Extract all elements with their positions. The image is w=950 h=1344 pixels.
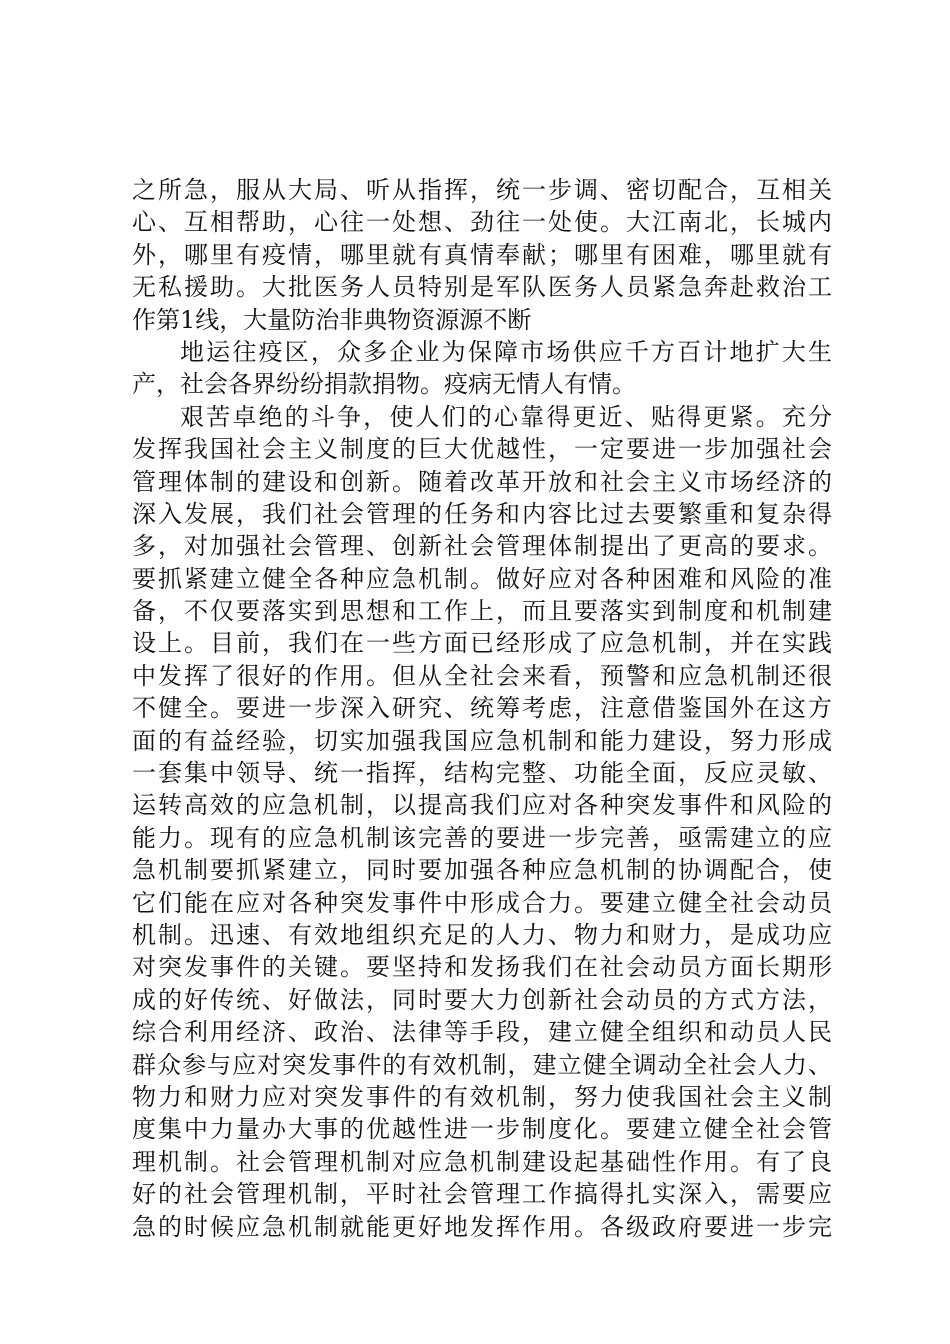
text-line: 度集中力量办大事的优越性进一步制度化。要建立健全社会管	[132, 1115, 832, 1144]
text-line: 备，不仅要落实到思想和工作上，而且要落实到制度和机制建	[132, 597, 832, 626]
text-line: 外，哪里有疫情，哪里就有真情奉献；哪里有困难，哪里就有	[132, 240, 832, 269]
document-body	[132, 174, 832, 1243]
text-line: 对突发事件的关键。要坚持和发扬我们在社会动员方面长期形	[132, 953, 832, 982]
text-line: 理机制。社会管理机制对应急机制建设起基础性作用。有了良	[132, 1147, 832, 1176]
text-line: 要抓紧建立健全各种应急机制。做好应对各种困难和风险的准	[132, 564, 832, 593]
text-line: 之所急，服从大局、听从指挥，统一步调、密切配合，互相关	[132, 176, 832, 204]
text-line: 不健全。要进一步深入研究、统筹考虑，注意借鉴国外在这方	[132, 694, 832, 723]
text-line: 心、互相帮助，心往一处想、劲往一处使。大江南北，长城内	[132, 208, 832, 237]
text-line: 能力。现有的应急机制该完善的要进一步完善，亟需建立的应	[132, 823, 832, 852]
text-line: 设上。目前，我们在一些方面已经形成了应急机制，并在实践	[132, 629, 832, 658]
paragraph-p1	[132, 174, 832, 336]
text-line: 多，对加强社会管理、创新社会管理体制提出了更高的要求。	[132, 532, 832, 561]
paragraph-p3	[132, 401, 832, 1243]
text-line: 产，社会各界纷纷捐款捐物。疫病无情人有情。	[132, 370, 636, 399]
text-line: 作第1线，大量防治非典物资源源不断	[132, 305, 532, 334]
text-line: 运转高效的应急机制，以提高我们应对各种突发事件和风险的	[132, 791, 832, 820]
text-line: 深入发展，我们社会管理的任务和内容比过去要繁重和复杂得	[132, 499, 832, 528]
text-line: 好的社会管理机制，平时社会管理工作搞得扎实深入，需要应	[132, 1180, 832, 1209]
text-line: 一套集中领导、统一指挥，结构完整、功能全面，反应灵敏、	[132, 759, 832, 788]
text-line: 急机制要抓紧建立，同时要加强各种应急机制的协调配合，使	[132, 856, 832, 885]
text-line: 成的好传统、好做法，同时要大力创新社会动员的方式方法，	[132, 985, 832, 1014]
text-line: 地运往疫区，众多企业为保障市场供应千方百计地扩大生	[180, 337, 832, 366]
text-line: 无私援助。大批医务人员特别是军队医务人员紧急奔赴救治工	[132, 273, 832, 302]
text-line: 物力和财力应对突发事件的有效机制，努力使我国社会主义制	[132, 1082, 832, 1111]
text-line: 面的有益经验，切实加强我国应急机制和能力建设，努力形成	[132, 726, 832, 755]
text-line: 机制。迅速、有效地组织充足的人力、物力和财力，是成功应	[132, 920, 832, 949]
text-line: 管理体制的建设和创新。随着改革开放和社会主义市场经济的	[132, 467, 832, 496]
text-line: 艰苦卓绝的斗争，使人们的心靠得更近、贴得更紧。充分	[180, 402, 832, 431]
text-line: 综合利用经济、政治、法律等手段，建立健全组织和动员人民	[132, 1018, 832, 1047]
paragraph-p2	[132, 336, 832, 401]
text-line: 急的时候应急机制就能更好地发挥作用。各级政府要进一步完	[132, 1212, 832, 1241]
text-line: 群众参与应对突发事件的有效机制，建立健全调动全社会人力、	[132, 1050, 832, 1079]
text-line: 中发挥了很好的作用。但从全社会来看，预警和应急机制还很	[132, 661, 832, 690]
text-line: 发挥我国社会主义制度的巨大优越性，一定要进一步加强社会	[132, 435, 832, 464]
text-line: 它们能在应对各种突发事件中形成合力。要建立健全社会动员	[132, 888, 832, 917]
